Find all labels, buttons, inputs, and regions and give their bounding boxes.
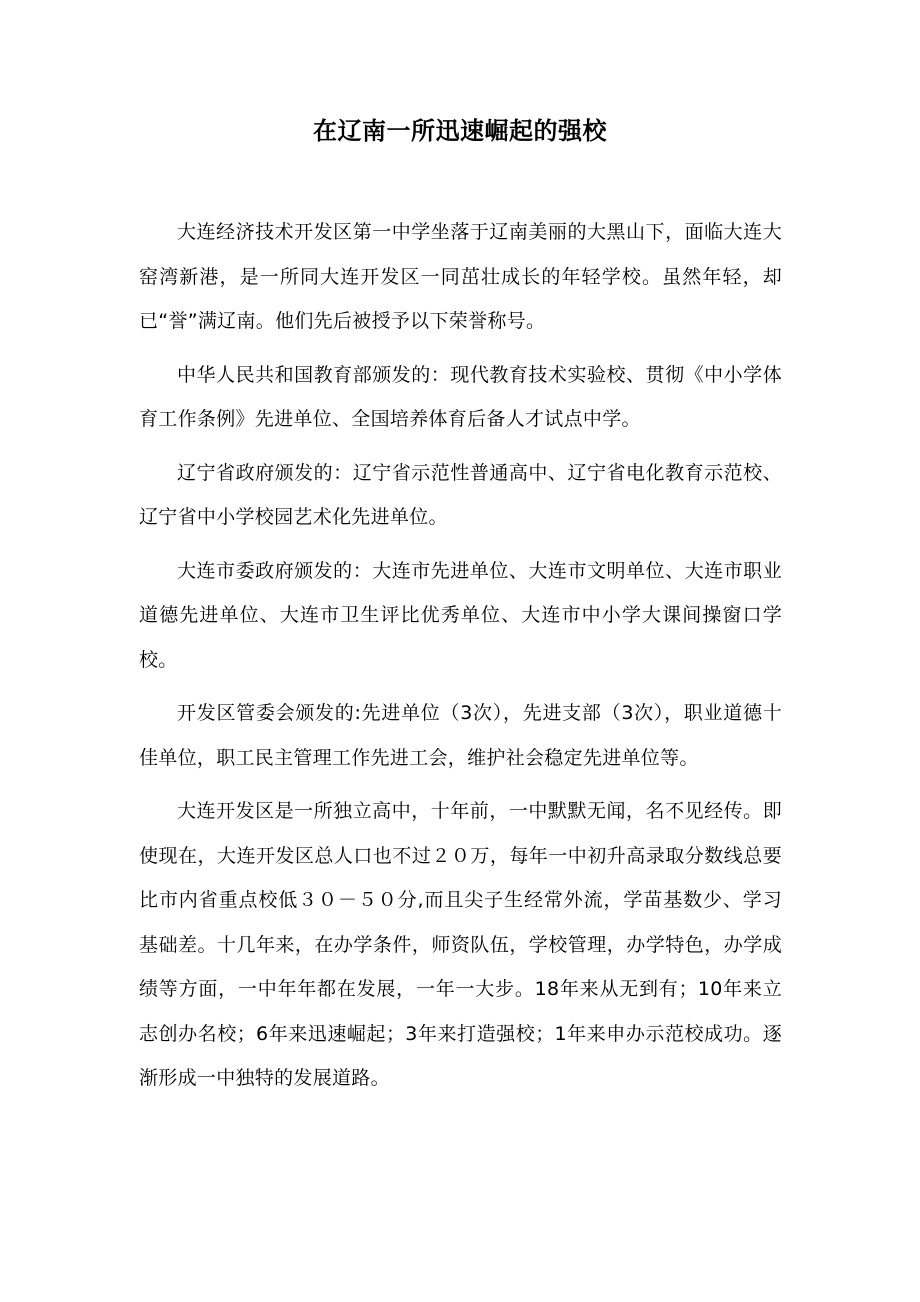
document-title: 在辽南一所迅速崛起的强校 (313, 117, 607, 145)
paragraph-district-honors: 开发区管委会颁发的:先进单位（3次），先进支部（3次），职业道德十佳单位，职工民主管理工作先进工会，维护社会稳定先进单位等。 (139, 702, 782, 769)
paragraph-development: 大连开发区是一所独立高中，十年前，一中默默无闻，名不见经传。即使现在，大连开发区总人口也不过２０万，每年一中初升高录取分数线总要比市内省重点校低３０－５０分,而且尖子生经常外流，学苗基数少、学习基础差。十几年来，在办学条件，师资队伍，学校管理，办学特色，办学成绩等方面，一中年年都在发展，一年一大步。18年来从无到有；10年来立志创办名校；6年来迅速崛起；3年来打造强校；1年来申办示范校成功。逐渐形成一中独特的发展道路。 (139, 800, 782, 1089)
paragraph-intro: 大连经济技术开发区第一中学坐落于辽南美丽的大黑山下，面临大连大窑湾新港，是一所同大连开发区一同茁壮成长的年轻学校。虽然年轻，却已“誉”满辽南。他们先后被授予以下荣誉称号。 (139, 221, 782, 332)
paragraph-province-honors: 辽宁省政府颁发的：辽宁省示范性普通高中、辽宁省电化教育示范校、辽宁省中小学校园艺术化先进单位。 (139, 461, 782, 528)
paragraph-ministry-honors: 中华人民共和国教育部颁发的：现代教育技术实验校、贯彻《中小学体育工作条例》先进单位、全国培养体育后备人才试点中学。 (139, 363, 782, 430)
paragraph-city-honors: 大连市委政府颁发的：大连市先进单位、大连市文明单位、大连市职业道德先进单位、大连市卫生评比优秀单位、大连市中小学大课间操窗口学校。 (139, 559, 782, 671)
document-body (139, 210, 782, 1110)
